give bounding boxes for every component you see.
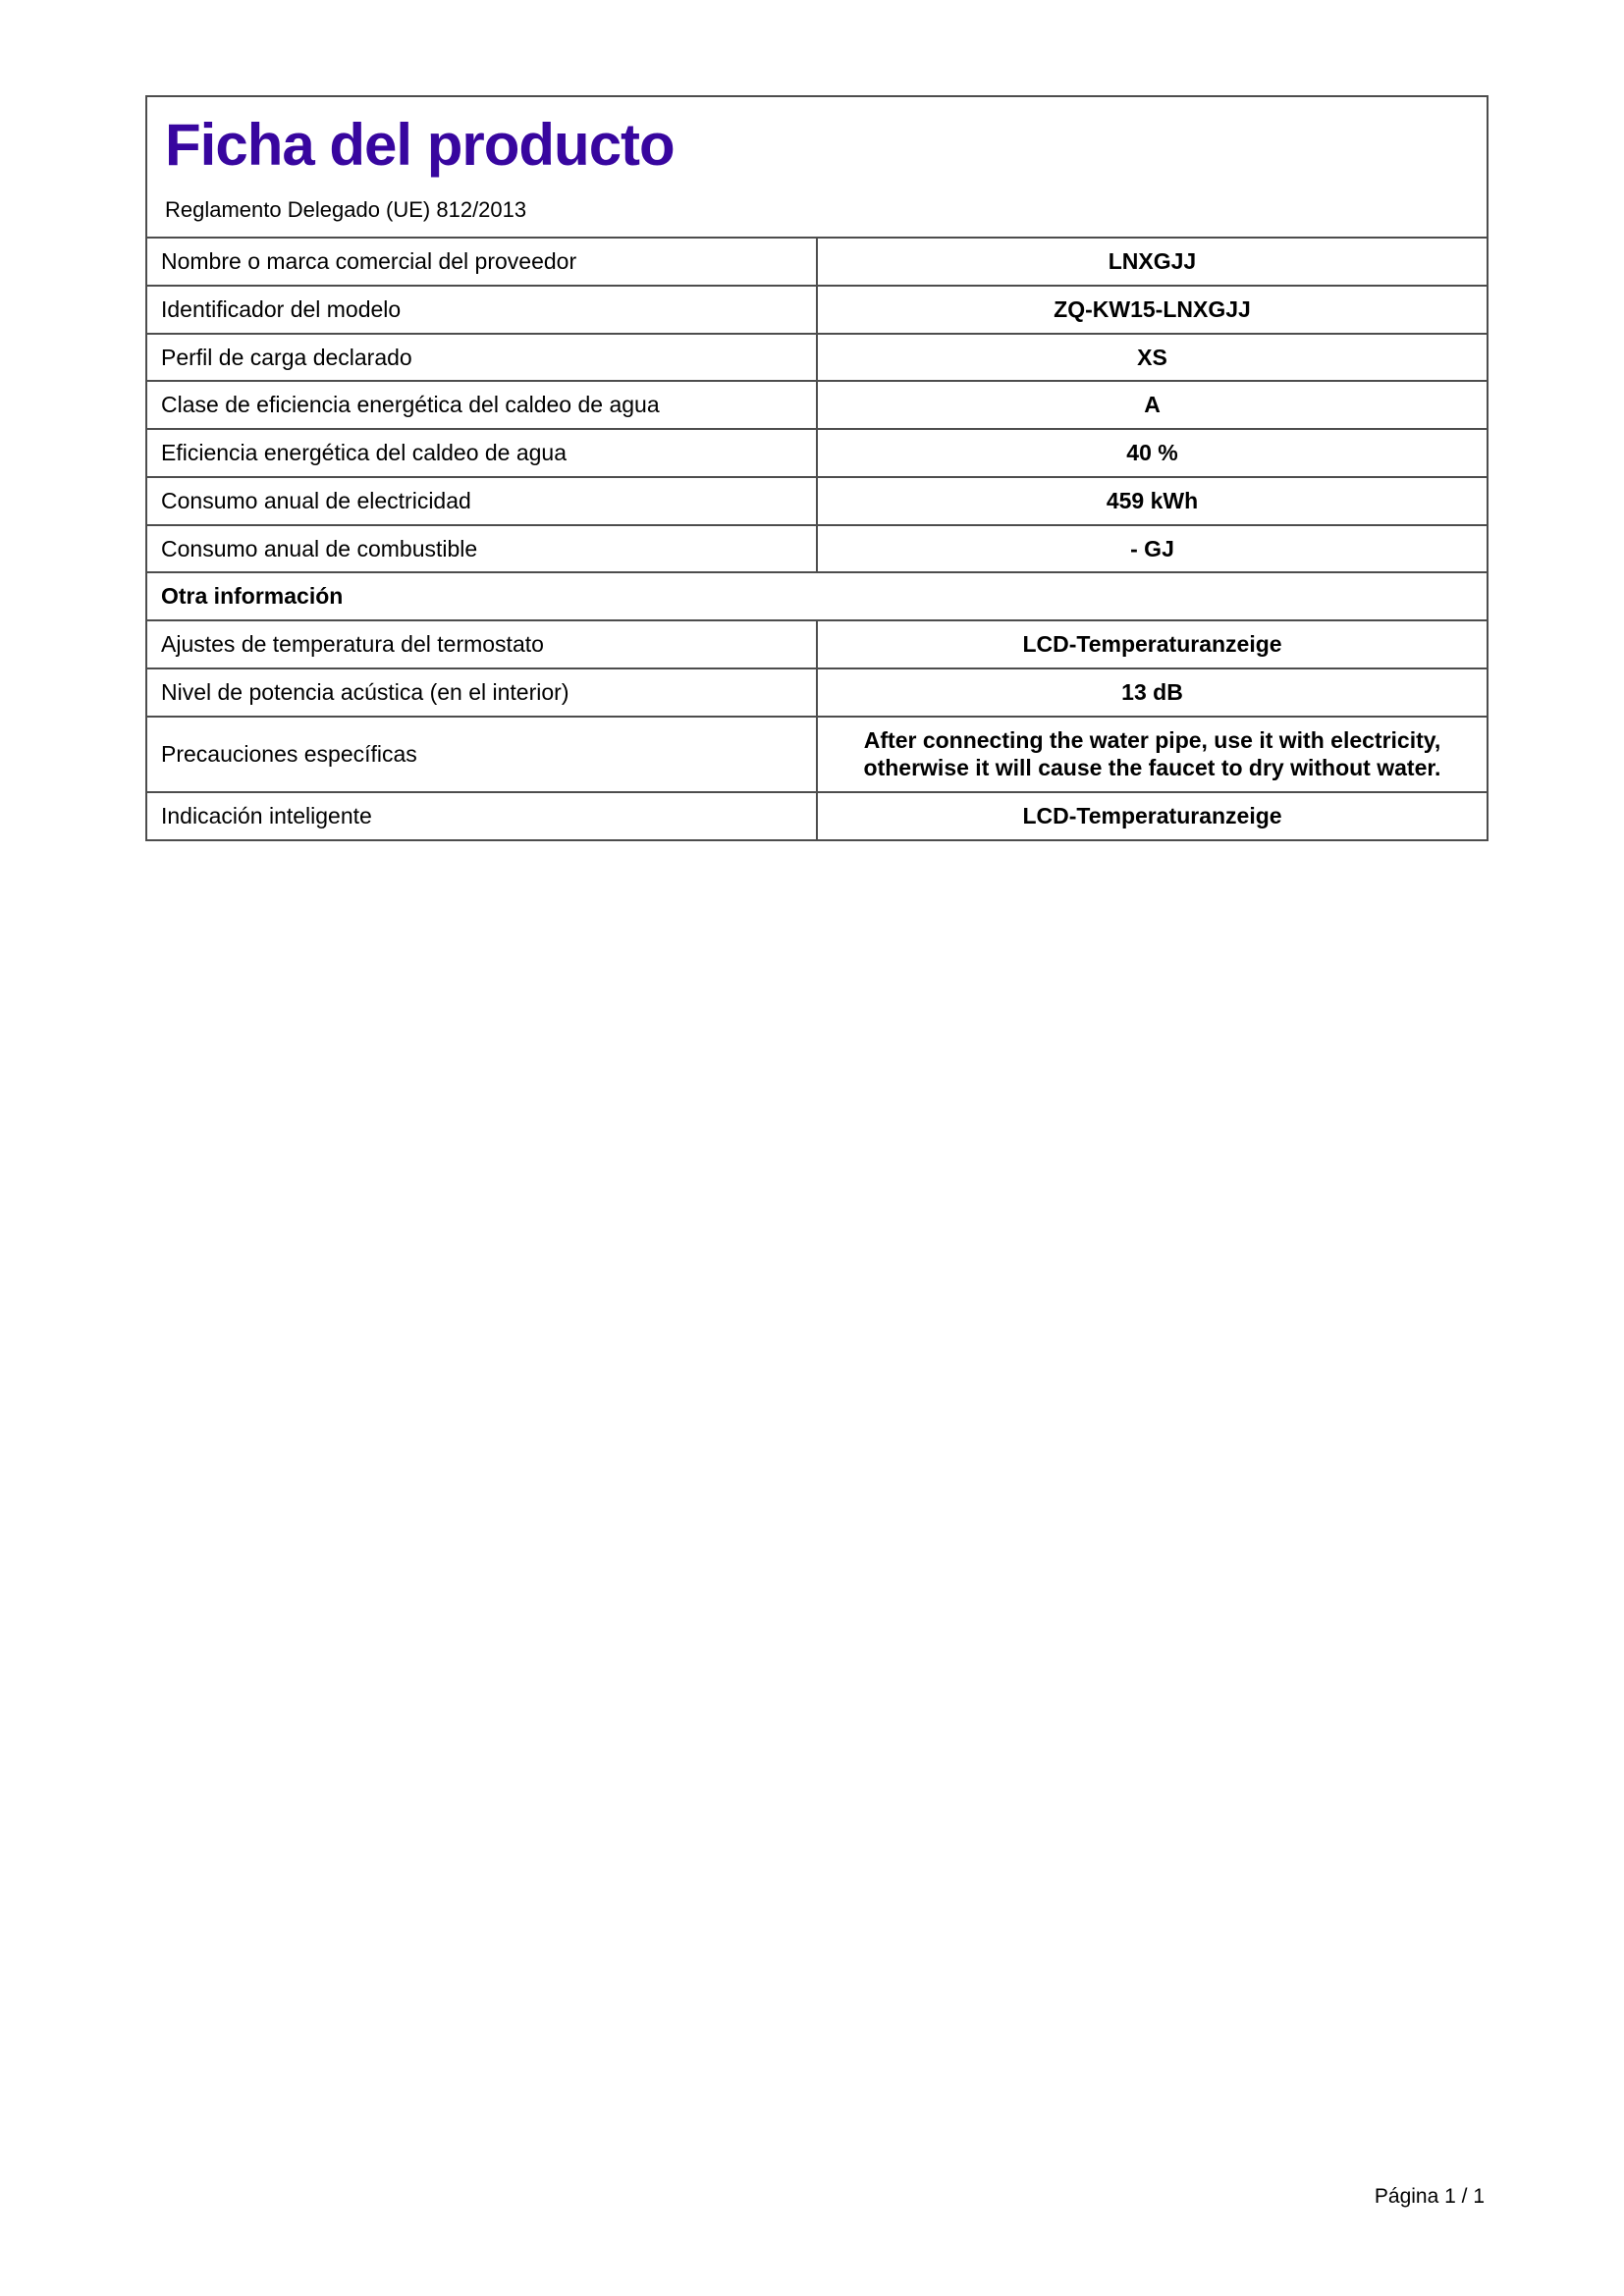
row-value: 13 dB	[817, 668, 1488, 717]
row-value: XS	[817, 334, 1488, 382]
row-label: Clase de eficiencia energética del caldeo de agua	[146, 381, 817, 429]
product-fiche-table	[145, 237, 1489, 841]
table-row-annual-electricity	[146, 477, 1488, 525]
table-row-load-profile	[146, 334, 1488, 382]
title-block	[145, 95, 1489, 237]
table-row-smart-indication	[146, 792, 1488, 840]
row-label: Indicación inteligente	[146, 792, 817, 840]
table-row-thermostat-settings	[146, 620, 1488, 668]
table-body	[146, 238, 1488, 840]
table-row-section-other-info	[146, 572, 1488, 620]
regulation-subtitle: Reglamento Delegado (UE) 812/2013	[165, 197, 527, 222]
row-value: LCD-Temperaturanzeige	[817, 620, 1488, 668]
table-row-energy-efficiency	[146, 429, 1488, 477]
table-row-supplier-name	[146, 238, 1488, 286]
table-row-model-identifier	[146, 286, 1488, 334]
row-label: Consumo anual de electricidad	[146, 477, 817, 525]
table-row-specific-precautions	[146, 717, 1488, 793]
row-label: Nombre o marca comercial del proveedor	[146, 238, 817, 286]
page-title: Ficha del producto	[165, 112, 675, 178]
row-label: Eficiencia energética del caldeo de agua	[146, 429, 817, 477]
row-value: LNXGJJ	[817, 238, 1488, 286]
row-label: Consumo anual de combustible	[146, 525, 817, 573]
row-label: Identificador del modelo	[146, 286, 817, 334]
row-label: Nivel de potencia acústica (en el interior)	[146, 668, 817, 717]
row-value: 40 %	[817, 429, 1488, 477]
section-header: Otra información	[146, 572, 1488, 620]
product-fiche	[145, 95, 1489, 841]
row-value: A	[817, 381, 1488, 429]
row-value: LCD-Temperaturanzeige	[817, 792, 1488, 840]
row-label: Ajustes de temperatura del termostato	[146, 620, 817, 668]
row-label: Perfil de carga declarado	[146, 334, 817, 382]
table-row-energy-class	[146, 381, 1488, 429]
page-number: Página 1 / 1	[1374, 2185, 1485, 2208]
row-value: After connecting the water pipe, use it with electricity, otherwise it will cause the faucet to dry without water.	[817, 717, 1488, 793]
row-value: - GJ	[817, 525, 1488, 573]
table-row-sound-power-level	[146, 668, 1488, 717]
row-label: Precauciones específicas	[146, 717, 817, 793]
row-value: 459 kWh	[817, 477, 1488, 525]
table-row-annual-fuel	[146, 525, 1488, 573]
row-value: ZQ-KW15-LNXGJJ	[817, 286, 1488, 334]
